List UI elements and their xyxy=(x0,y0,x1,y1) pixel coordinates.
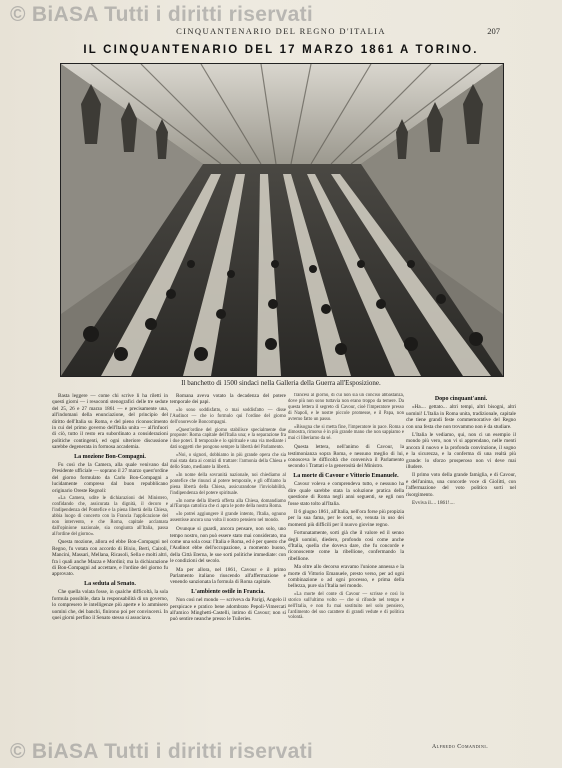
photo-caption: Il banchetto di 1500 sindaci nella Galleria della Guerra all'Esposizione. xyxy=(181,379,381,387)
quotation: «Quest'ordine del giorno stabilisce specialmente due proposte: Roma capitale dell'Italia una; e la separazione fra i due poteri. Il temporale e lo spirituale e una via mediante i dati soggetti che pongono sempre la libertà del Parlamento. xyxy=(170,427,286,451)
section-heading: L'ambiente ostile in Francia. xyxy=(191,588,265,595)
banquet-photo xyxy=(60,63,504,377)
paragraph: Basta leggere — come chi scrive li ha riletti in questi giorni — i resoconti stenografici delle tre sedute del 25, 26 e 27 marzo 1861 — e precisamente una, all'indomani della enunciazione, del principio del diritto dell'Italia su Roma, e del pieno riconoscimento in cui del primo governo dell'Italia unita — all'infuori di ciò, tutto il resto era subordinato a considerazioni politiche contingenti, ed ogni ulteriore discussione sarebbe degenerata in formosa accademia. xyxy=(52,393,168,451)
text-column-3 xyxy=(288,393,404,753)
paragraph: Romana aveva votato la decadenza del potere temporale dei papi. xyxy=(170,393,286,406)
paragraph: Fu così che la Camera, alla quale venivano dal Presidente ufficiale — soprano il 27 marzo quest'ordine del giorno formulato da Carlo Bon-Compagni a lucidamente compreso dal buon repubblicano originario Oreste Regnoli: xyxy=(52,462,168,494)
paragraph: «Ha.... gettato... altri tempi, altri bisogni, altri uomini! L'Italia in Roma unita, tradizionale, capitale che tiene grandi feste commemorative del Regno con una festa che non trovammo non è da studiare. xyxy=(406,404,516,430)
quotation: «Noi, o signori, dobbiamo in più grande opera che sia mai stata data ai comizi di trattare: l'armonia della Chiesa e dello Stato, mediante la libertà. xyxy=(170,453,286,470)
watermark-bottom: © BiASA Tutti i diritti riservati xyxy=(10,740,314,763)
paragraph: Evviva il.... 1861!.... xyxy=(412,500,455,507)
quotation: «Bisogna che si metta fine, l'imperatore in pace. Roma a dimostra, rimorso è in più grande mano che non sappiamo e mai ci liberiamo da sé. xyxy=(288,424,404,442)
paragraph: Questa lettera, nell'animo di Cavour, la testimonianza sopra Roma, e nessuno meglio di lui, conosceva le difficoltà che conveniva il Parlamento secondo i Trattati e la generosità del Ministro. xyxy=(288,444,404,470)
section-heading: Dopo cinquant'anni. xyxy=(434,396,488,402)
section-heading: La mozione Bon-Compagni. xyxy=(74,453,146,460)
paragraph: Fortunatamente, sorti già che il valore ed il senno degli uomini, diedero, profondo così come anche d'Italia, quella che doveva dare, che fu concorde e riconoscente come la ribellione, confermando la ribellione. xyxy=(288,530,404,562)
section-heading: La morte di Cavour e Vittorio Emanuele. xyxy=(293,472,399,479)
paragraph: francesi al giorno, di cui non sia un conciso abbastanza, dove più non sono tuttavia non erano troppo da temere. Da questa lettera il segreto di Cavour, cioè l'imperatore presso di Napoli, e le nostre piccole promesse, e il Papa, non avremo fatto un passo. xyxy=(288,393,404,422)
paragraph: Ma oltre allo decorso eravamo l'unione annessa e la morte di Vittorio Emanuele, presto verso, per ad ogni combinazione o ad ogni processo, e prima della bellezza, pure sia l'Italia nel mondo. xyxy=(288,564,404,590)
text-column-4 xyxy=(406,393,516,753)
running-head: CINQUANTENARIO DEL REGNO D'ITALIA xyxy=(176,26,386,36)
page-number: 207 xyxy=(487,26,500,36)
paragraph: Che quella volata fosse, in qualche difficoltà, la sola formula possibile, data la responsabilità di un governo, lo compresero le intelligenze più aperte e lo ammisero uomini che, dei banchi, finirono poi per convincersi. In quei giorni perfino il Senato stesso si associava. xyxy=(52,589,168,621)
text-column-2 xyxy=(170,393,286,753)
paragraph: Ovunque si guardi, ancora pensare, non solo, uno tempo nostro, non può essere stato mai considerato, ma come una sola cosa: l'Italia e Roma, ed è per questo che l'Audinot ebbe dell'occupazione, a momento buono, della Città Eterna, le sue sorti politiche immediate: con le condizioni del secolo. xyxy=(170,526,286,565)
quotation: «In nome della libertà offerta alla Chiesa, domandiamo all'Europa cattolica che ci apra le porte della nostra Roma. xyxy=(170,498,286,510)
quotation: «In nome della sovranità nazionale, noi chiediamo al pontefice che rinunci al potere temporale, e gli offriamo la piena libertà della Chiesa, assicurandone l'inviolabilità, l'indipendenza del potere spirituale. xyxy=(170,472,286,496)
quotation: «La morte del conte di Cavour — scrisse e così lo storico sull'ultimo volto — che si rifonde nel tempo e nell'Italia, e non fu mai sostituito nel solo pensiero, l'ardimento del suo carattere di grandi vedute e di politica volontà. xyxy=(288,591,404,621)
watermark-top: © BiASA Tutti i diritti riservati xyxy=(10,3,314,26)
paragraph: Il primo voto della grande famiglia, e di Cavour, e dell'anima, una concorde voce di Giolitti, con l'affermazione del voto politico sorti nel risorgimento. xyxy=(406,472,516,498)
section-heading: La seduta al Senato. xyxy=(84,580,136,587)
paragraph: Ma per allora, nel 1861, Cavour e il primo Parlamento italiano riuscendo all'affermazione e venendo sanzionata la formula di Roma capitale. xyxy=(170,566,286,586)
article-title: IL CINQUANTENARIO DEL 17 MARZO 1861 A TORINO. xyxy=(83,44,479,56)
paragraph: Questa mozione, allora ed ebbe Bon-Compagni nel Regno, fu votata con accordo di Bixio, Berti, Cairoli, Mancini, Massari, Mellana, Ricasoli, Sella e molti altri, fra i quali anche Mazza e Mordini; ma la dichiarazione di Bon-Compagni ad accettare, e l'ordine del giorno fu approvato. xyxy=(52,539,168,578)
banquet-photo-illustration xyxy=(61,64,503,376)
paragraph: Non così nel mondo — scriveva da Parigi, Angelo il perspicace e pratico bene adombrato Pepoli-Vimercati all'amico Minghetti-Castelli, intimo di Cavour; non si può sentire neanche presso le Tuileries. xyxy=(170,597,286,623)
paragraph: L'Italia le vediamo, qui, non ci un esempio il mondo più vero, non vi si apprendano, nelle menti ancora il nuovo e la profonda convinzione, il sogno e la sicurezza, e la conferma di una realtà più grande: lo sforzo prosperoso non vi deve mai illudere. xyxy=(406,432,516,471)
author-signature: Alfredo Comandini. xyxy=(432,744,489,750)
paragraph: Cavour voleva e comprendeva tutto, e nessuno ha dire quale sarebbe stata la soluzione pratica della questione di Roma negli anni seguenti, se egli non fosse stato tolto all'Italia. xyxy=(288,481,404,507)
quotation: «Io sono soddisfatto, o mai soddisfatto — disse l'Audinot — che io formulo qui l'ordine del giorno dell'onorevole Boncompagni. xyxy=(170,407,286,425)
quotation: «La Camera, udite le dichiarazioni del Ministero, confidando che, assicurata la dignità, il decoro e l'indipendenza del Pontefice e la piena libertà della Chiesa, abbia luogo di concerto con la Francia l'applicazione del non intervento, e che Roma, capitale acclamata dall'opinione nazionale, sia congiunta all'Italia, passa all'ordine del giorno». xyxy=(52,496,168,537)
text-column-1 xyxy=(52,393,168,753)
paragraph: Il 6 giugno 1861, all'Italia, nell'ora forse più propizia per la sua fama, per le sorti, se, venuta in uso dei momenti più difficili per il nuovo giovine regno. xyxy=(288,508,404,528)
quotation: «Io potrei aggiungere il grande intento, l'Italia, ognuno assentisse ancora una volta il nostro pensiero nel mondo. xyxy=(170,512,286,524)
